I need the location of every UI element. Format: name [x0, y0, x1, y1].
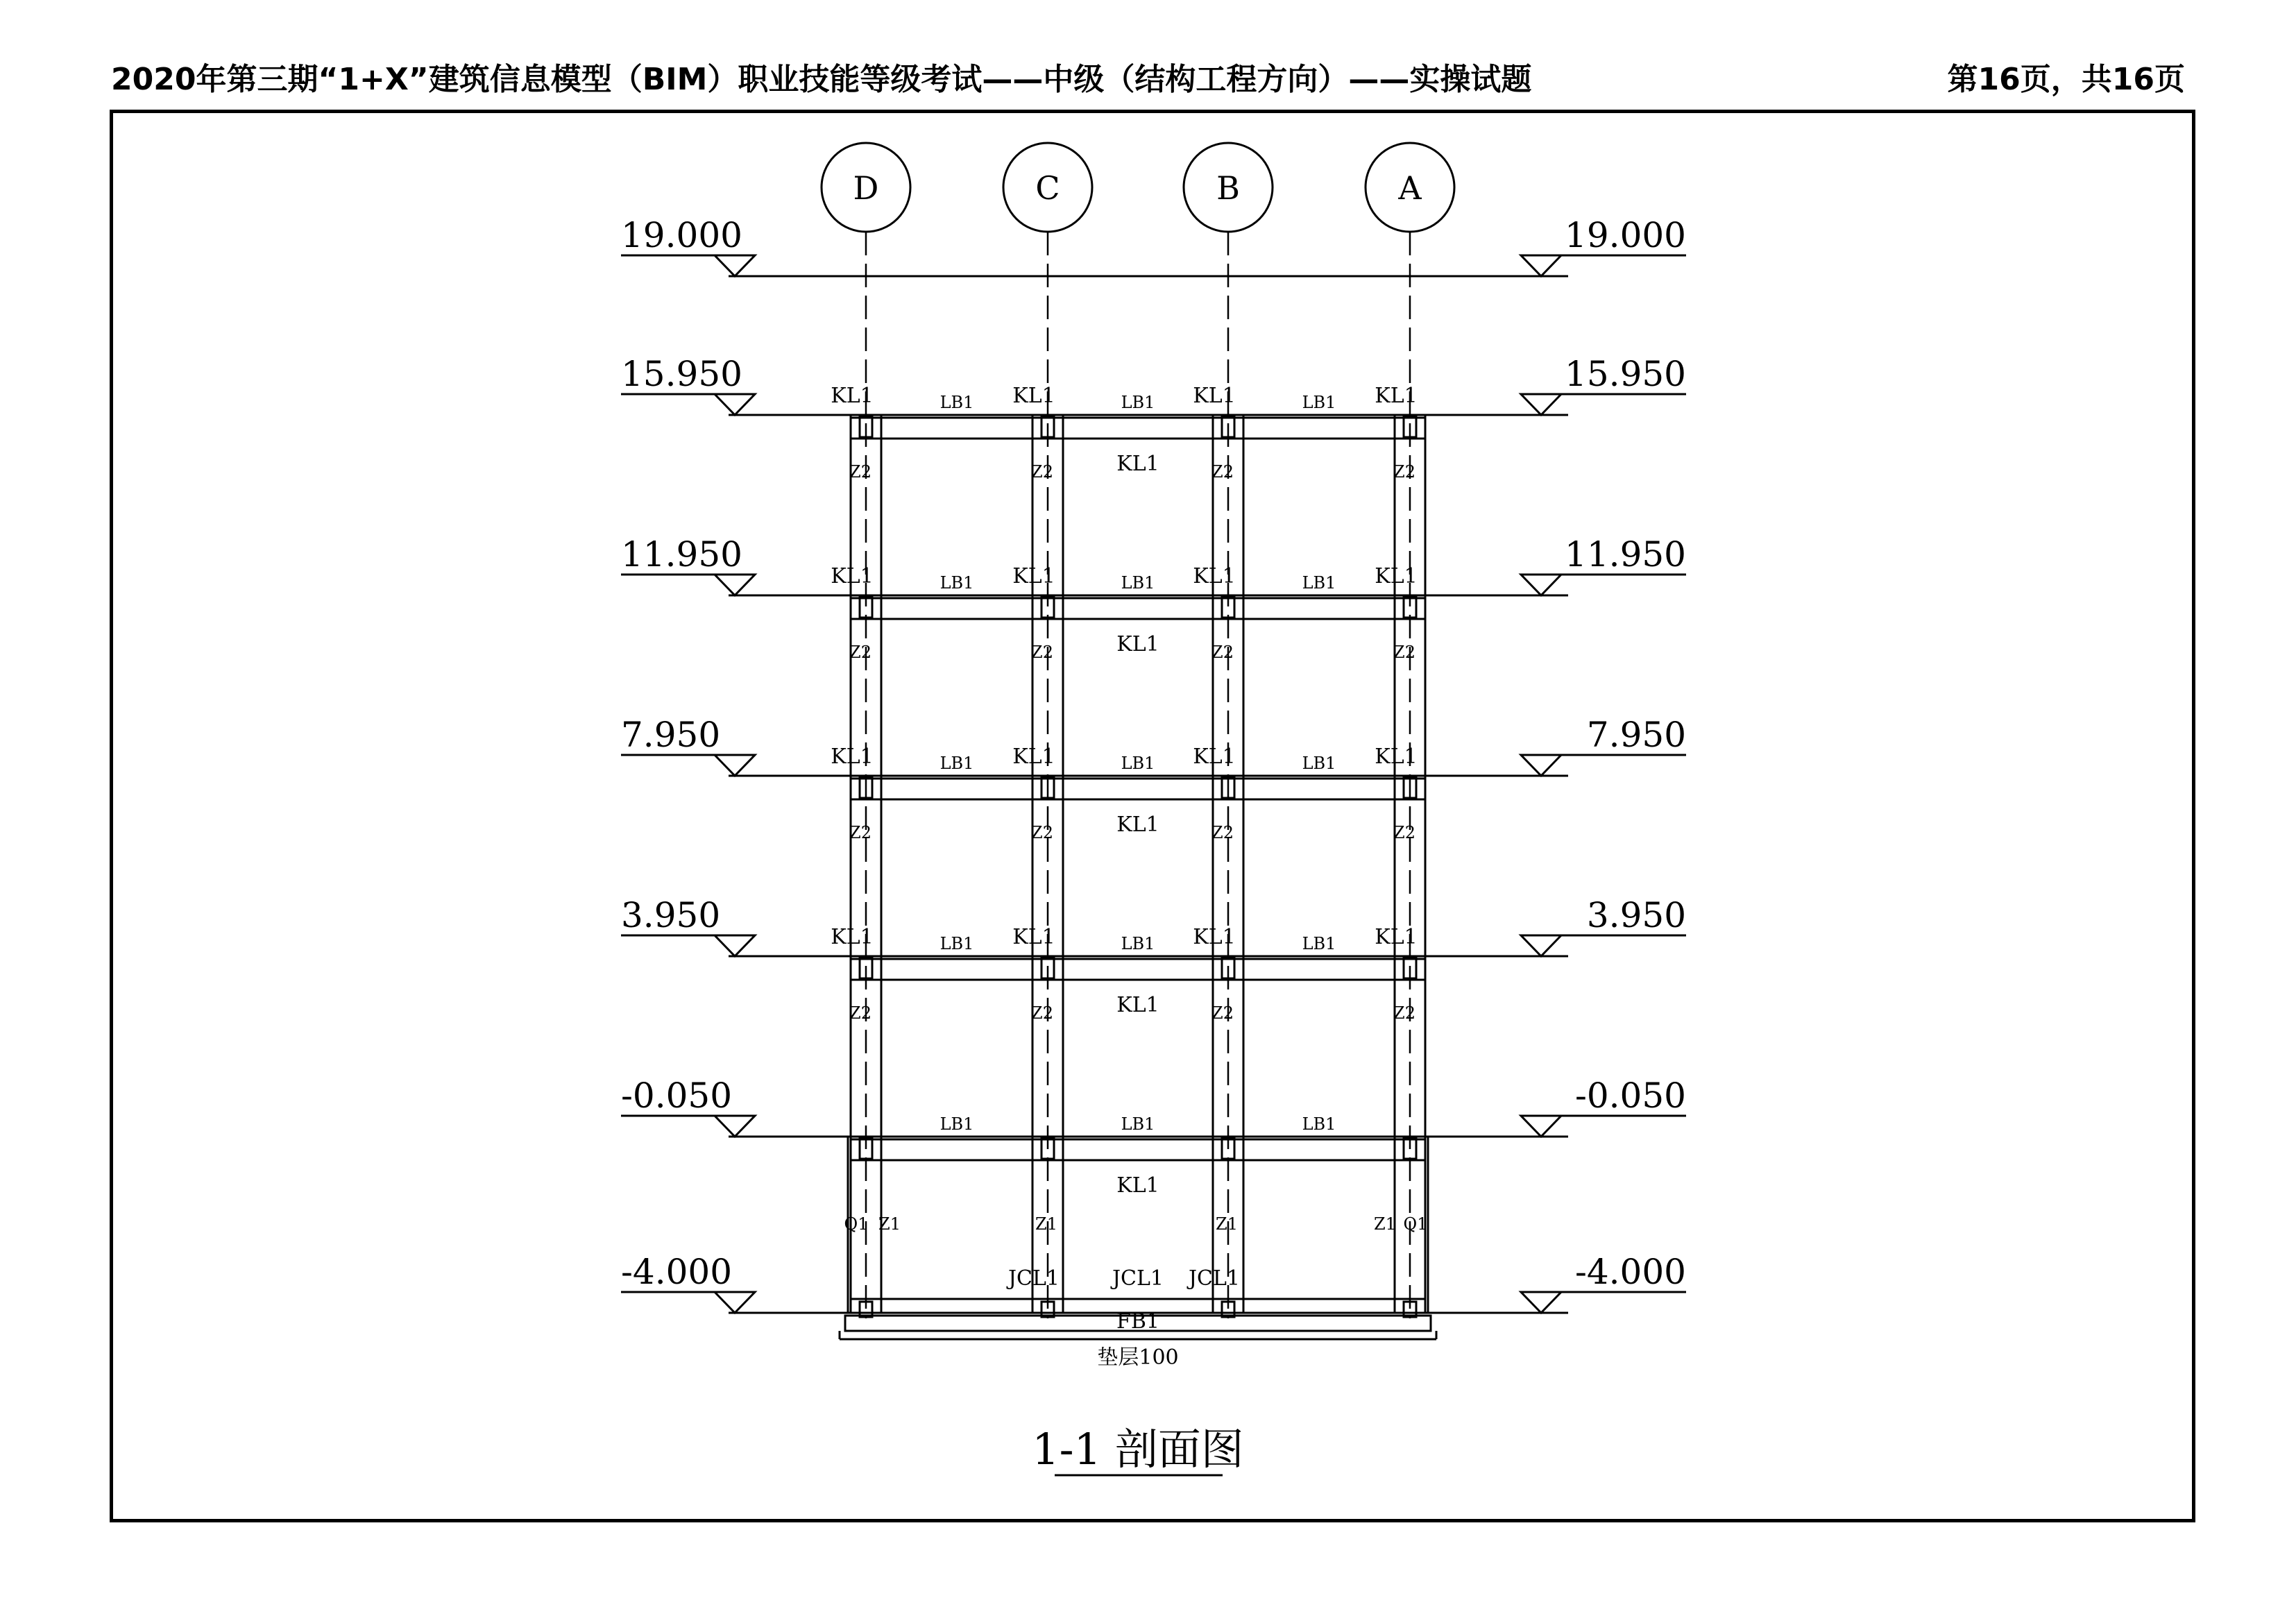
label-z2: Z2 — [1211, 643, 1234, 662]
level-triangle-left — [715, 755, 755, 776]
level-triangle-right — [1521, 575, 1561, 595]
level-value-right: -4.000 — [1574, 1252, 1686, 1292]
level-value-right: 3.950 — [1586, 895, 1686, 935]
label-z2: Z2 — [849, 643, 871, 662]
label-lb1: LB1 — [939, 934, 974, 953]
label-lb1: LB1 — [1121, 1114, 1155, 1134]
level-value-right: 11.950 — [1565, 534, 1686, 575]
label-kl1-mid: KL1 — [1116, 632, 1159, 656]
level-value-right: -0.050 — [1574, 1076, 1686, 1116]
label-kl1: KL1 — [1193, 384, 1236, 408]
level-triangle-left — [715, 1116, 755, 1137]
label-kl1: KL1 — [1012, 564, 1055, 588]
level-triangle-left — [715, 394, 755, 415]
label-kl1-mid: KL1 — [1116, 993, 1159, 1017]
label-kl1: KL1 — [1375, 564, 1418, 588]
label-lb1: LB1 — [1121, 754, 1155, 773]
level-triangle-right — [1521, 1292, 1561, 1313]
label-kl1: KL1 — [1012, 384, 1055, 408]
label-lb1: LB1 — [939, 573, 974, 593]
label-lb1: LB1 — [939, 754, 974, 773]
label-cushion: 垫层100 — [1097, 1345, 1179, 1370]
label-kl1: KL1 — [1193, 564, 1236, 588]
label-kl1: KL1 — [1193, 745, 1236, 769]
level-triangle-left — [715, 1292, 755, 1313]
label-z2: Z2 — [1031, 643, 1053, 662]
level-value-left: -4.000 — [621, 1252, 733, 1292]
label-z2: Z2 — [1211, 823, 1234, 842]
label-lb1: LB1 — [1121, 573, 1155, 593]
page-header-title: 2020年第三期“1+X”建筑信息模型（BIM）职业技能等级考试——中级（结构工程方向）——实操试题 — [111, 62, 1532, 97]
drawing-caption: 1-1 剖面图 — [1032, 1424, 1244, 1475]
label-z2: Z2 — [1393, 823, 1415, 842]
label-z2: Z2 — [849, 823, 871, 842]
level-triangle-right — [1521, 935, 1561, 956]
level-value-left: -0.050 — [621, 1076, 733, 1116]
label-lb1: LB1 — [1302, 754, 1336, 773]
label-z2: Z2 — [1031, 823, 1053, 842]
label-kl1-mid: KL1 — [1116, 813, 1159, 837]
label-z1: Z1 — [878, 1214, 901, 1234]
label-jcl1: JCL1 — [1189, 1266, 1240, 1291]
level-triangle-right — [1521, 255, 1561, 276]
label-kl1: KL1 — [1193, 925, 1236, 949]
label-fb1: FB1 — [1116, 1309, 1159, 1334]
level-value-left: 3.950 — [621, 895, 721, 935]
level-value-left: 7.950 — [621, 715, 721, 755]
label-z2: Z2 — [1393, 1003, 1415, 1023]
label-z2: Z2 — [1393, 462, 1415, 482]
label-lb1: LB1 — [1121, 393, 1155, 412]
label-jcl1: JCL1 — [1008, 1266, 1060, 1291]
label-z2: Z2 — [1031, 462, 1053, 482]
label-lb1: LB1 — [1302, 573, 1336, 593]
level-triangle-right — [1521, 1116, 1561, 1137]
label-kl1: KL1 — [831, 745, 874, 769]
label-z2: Z2 — [849, 1003, 871, 1023]
label-lb1: LB1 — [939, 393, 974, 412]
label-kl1: KL1 — [1375, 925, 1418, 949]
page-number: 第16页，共16页 — [1947, 62, 2185, 97]
label-z2: Z2 — [1211, 462, 1234, 482]
axis-grid — [822, 143, 1454, 1318]
level-value-right: 7.950 — [1586, 715, 1686, 755]
label-lb1: LB1 — [1302, 934, 1336, 953]
label-jcl1: JCL1 — [1112, 1266, 1164, 1291]
level-triangle-left — [715, 575, 755, 595]
level-triangle-left — [715, 935, 755, 956]
label-lb1: LB1 — [1121, 934, 1155, 953]
label-z2: Z2 — [1031, 1003, 1053, 1023]
label-lb1: LB1 — [1302, 393, 1336, 412]
level-value-right: 19.000 — [1565, 215, 1686, 255]
structure-lines — [840, 415, 1436, 1339]
label-kl1-mid: KL1 — [1116, 452, 1159, 476]
label-kl1: KL1 — [1375, 384, 1418, 408]
label-kl1-mid: KL1 — [1116, 1173, 1159, 1198]
label-q1: Q1 — [1403, 1214, 1428, 1234]
axis-label: A — [1398, 169, 1422, 207]
axis-label: B — [1216, 169, 1240, 207]
label-z2: Z2 — [1211, 1003, 1234, 1023]
label-z2: Z2 — [1393, 643, 1415, 662]
level-triangle-right — [1521, 394, 1561, 415]
label-z1: Z1 — [1035, 1214, 1057, 1234]
label-q1: Q1 — [844, 1214, 869, 1234]
level-value-left: 11.950 — [621, 534, 742, 575]
label-kl1: KL1 — [1012, 925, 1055, 949]
level-value-left: 15.950 — [621, 354, 742, 394]
label-lb1: LB1 — [1302, 1114, 1336, 1134]
label-lb1: LB1 — [939, 1114, 974, 1134]
label-kl1: KL1 — [831, 384, 874, 408]
member-labels — [831, 384, 1427, 1370]
label-kl1: KL1 — [1012, 745, 1055, 769]
label-z1: Z1 — [1374, 1214, 1396, 1234]
label-z2: Z2 — [849, 462, 871, 482]
label-kl1: KL1 — [831, 564, 874, 588]
level-value-right: 15.950 — [1565, 354, 1686, 394]
level-value-left: 19.000 — [621, 215, 742, 255]
level-triangle-right — [1521, 755, 1561, 776]
label-kl1: KL1 — [831, 925, 874, 949]
label-z1: Z1 — [1216, 1214, 1238, 1234]
axis-label: D — [853, 169, 879, 207]
level-triangle-left — [715, 255, 755, 276]
axis-label: C — [1035, 169, 1060, 207]
label-kl1: KL1 — [1375, 745, 1418, 769]
